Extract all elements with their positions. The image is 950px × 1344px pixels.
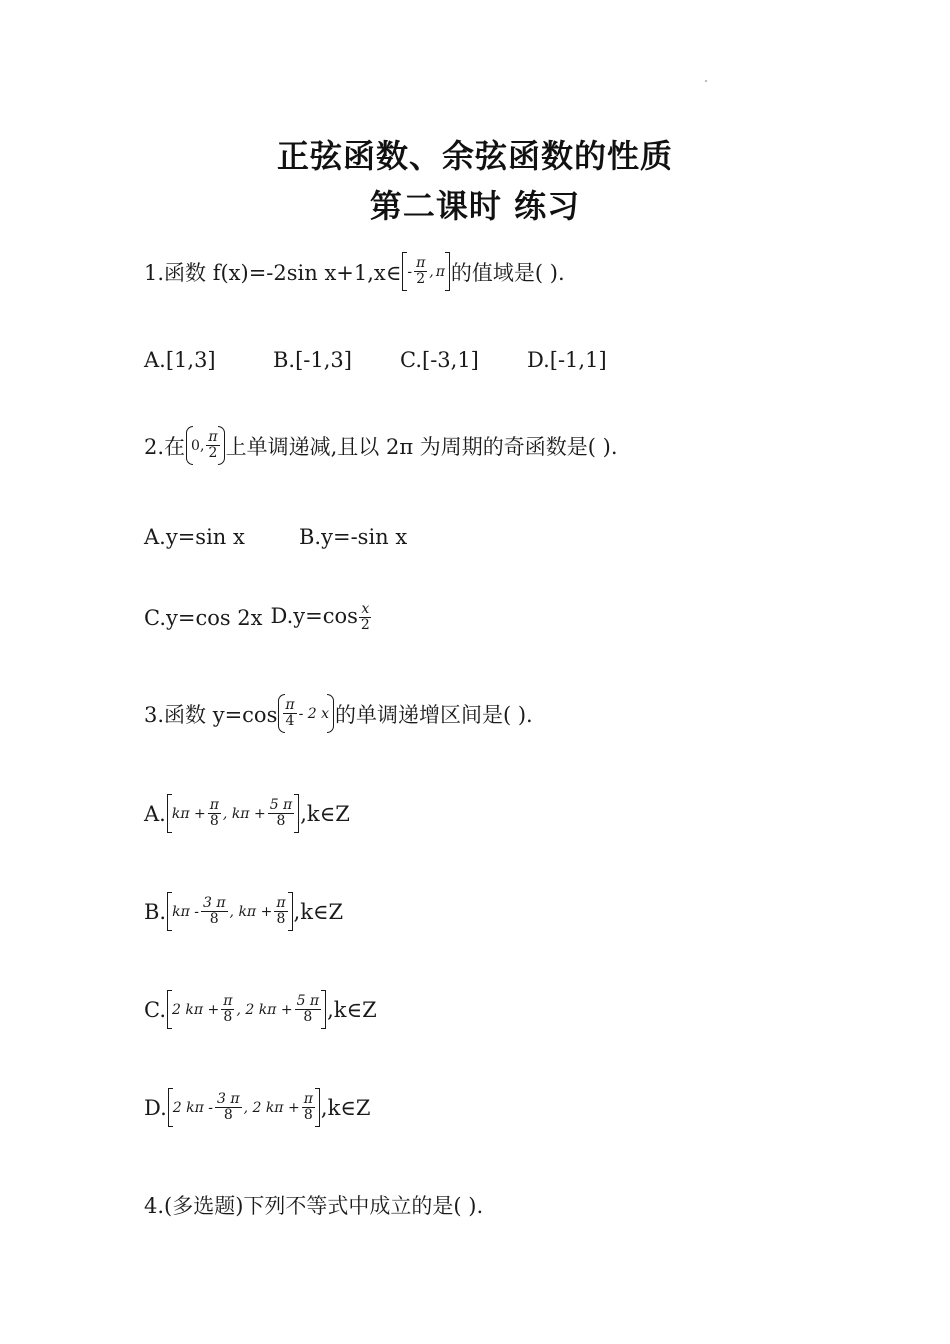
fraction-denominator: 8	[276, 813, 286, 829]
fraction	[206, 430, 219, 461]
interval-bracket	[167, 896, 292, 927]
page-title: 正弦函数、余弦函数的性质	[276, 137, 673, 175]
scan-speck	[705, 80, 707, 82]
question-3-stem: 3.函数 y=cos $\frac{\pi}{4}$ - 2 x 的单调递增区间是( ).	[144, 697, 533, 729]
page-subtitle: 第二课时 练习	[369, 187, 581, 225]
fraction	[201, 896, 228, 927]
question-3-option-d: D. 2 kπ - $\frac{3 \pi}{8}$ , 2 kπ + $\frac{\pi}{8}$ ,k∈Z	[144, 1091, 371, 1123]
fraction	[208, 798, 221, 829]
math-term: 0,	[191, 437, 205, 454]
option-d: D.y=cos $\frac{x}{2}$	[270, 601, 370, 633]
argument-paren	[278, 698, 334, 729]
math-term: , 2 kπ +	[236, 1001, 293, 1018]
fraction-numerator: 3 π	[202, 895, 226, 911]
fraction-numerator: 5 π	[296, 993, 320, 1009]
fraction-numerator: π	[303, 1091, 313, 1107]
fraction-numerator: π	[208, 429, 218, 445]
fraction	[283, 698, 296, 729]
fraction-numerator: π	[416, 255, 426, 271]
fraction-numerator: π	[223, 993, 233, 1009]
fraction-denominator: 8	[209, 813, 219, 829]
fraction	[295, 994, 322, 1025]
question-4-stem: 4.(多选题)下列不等式中成立的是( ).	[144, 1194, 484, 1218]
fraction	[268, 798, 295, 829]
option-c: C.[-3,1]	[400, 348, 479, 372]
fraction	[302, 1092, 315, 1123]
question-1-stem: 1.函数 f(x)=-2sin x+1,x∈ - $\frac{\pi}{2}$ , π 的值域是( ).	[144, 255, 565, 287]
fraction-denominator: 8	[223, 1107, 233, 1123]
fraction-denominator: 2	[208, 445, 218, 461]
fraction-numerator: π	[285, 697, 295, 713]
fraction	[221, 994, 234, 1025]
question-3-option-c: C. 2 kπ + $\frac{\pi}{8}$ , 2 kπ + $\frac{5 \pi}{8}$ ,k∈Z	[144, 993, 377, 1025]
fraction-denominator: 8	[209, 911, 219, 927]
math-term: π	[435, 263, 445, 280]
option-a: A.y=sin x	[144, 525, 245, 549]
fraction-denominator: 8	[303, 1107, 313, 1123]
interval-paren	[186, 430, 225, 461]
interval-bracket	[167, 994, 326, 1025]
fraction	[215, 1092, 242, 1123]
fraction-numerator: 3 π	[217, 1091, 240, 1107]
math-term: kπ -	[172, 903, 199, 920]
question-2-stem: 2.在 0, $\frac{\pi}{2}$ 上单调递减,且以 2π 为周期的奇函数是( ).	[144, 429, 618, 461]
fraction-denominator: 2	[360, 617, 370, 633]
question-2-options-row2	[144, 602, 373, 633]
fraction-numerator: 5 π	[269, 797, 293, 813]
question-3-option-b: B. kπ - $\frac{3 \pi}{8}$ , kπ + $\frac{\pi}{8}$ ,k∈Z	[144, 895, 344, 927]
option-d: D.[-1,1]	[527, 348, 607, 372]
math-term: kπ +	[171, 805, 206, 822]
math-term: -	[407, 263, 413, 280]
option-c: C.y=cos 2x	[144, 605, 263, 630]
fraction-denominator: 4	[285, 713, 295, 729]
fraction	[274, 896, 287, 927]
option-a: A.[1,3]	[144, 348, 216, 372]
option-b: B.[-1,3]	[273, 348, 352, 372]
math-term: , 2 kπ +	[243, 1099, 300, 1116]
fraction-numerator: π	[276, 895, 286, 911]
fraction-denominator: 2	[416, 271, 426, 287]
math-term: , kπ +	[229, 903, 273, 920]
question-1-options	[144, 348, 607, 372]
fraction	[359, 602, 372, 633]
interval-bracket	[168, 1092, 320, 1123]
fraction-numerator: π	[209, 797, 219, 813]
option-b: B.y=-sin x	[299, 525, 408, 549]
math-term: , kπ +	[222, 805, 266, 822]
interval-bracket	[167, 798, 299, 829]
math-term: - 2 x	[298, 705, 329, 722]
fraction-numerator: x	[361, 601, 370, 617]
question-3-option-a: A. kπ + $\frac{\pi}{8}$ , kπ + $\frac{5 \pi}{8}$ ,k∈Z	[144, 797, 350, 829]
fraction-denominator: 8	[276, 911, 286, 927]
fraction-denominator: 8	[303, 1009, 313, 1025]
question-2-options-row1	[144, 525, 407, 549]
math-term: 2 kπ -	[172, 1099, 213, 1116]
interval-bracket	[402, 256, 450, 287]
math-term: ,	[429, 263, 434, 280]
fraction-denominator: 8	[223, 1009, 233, 1025]
math-term: 2 kπ +	[172, 1001, 220, 1018]
fraction	[414, 256, 427, 287]
